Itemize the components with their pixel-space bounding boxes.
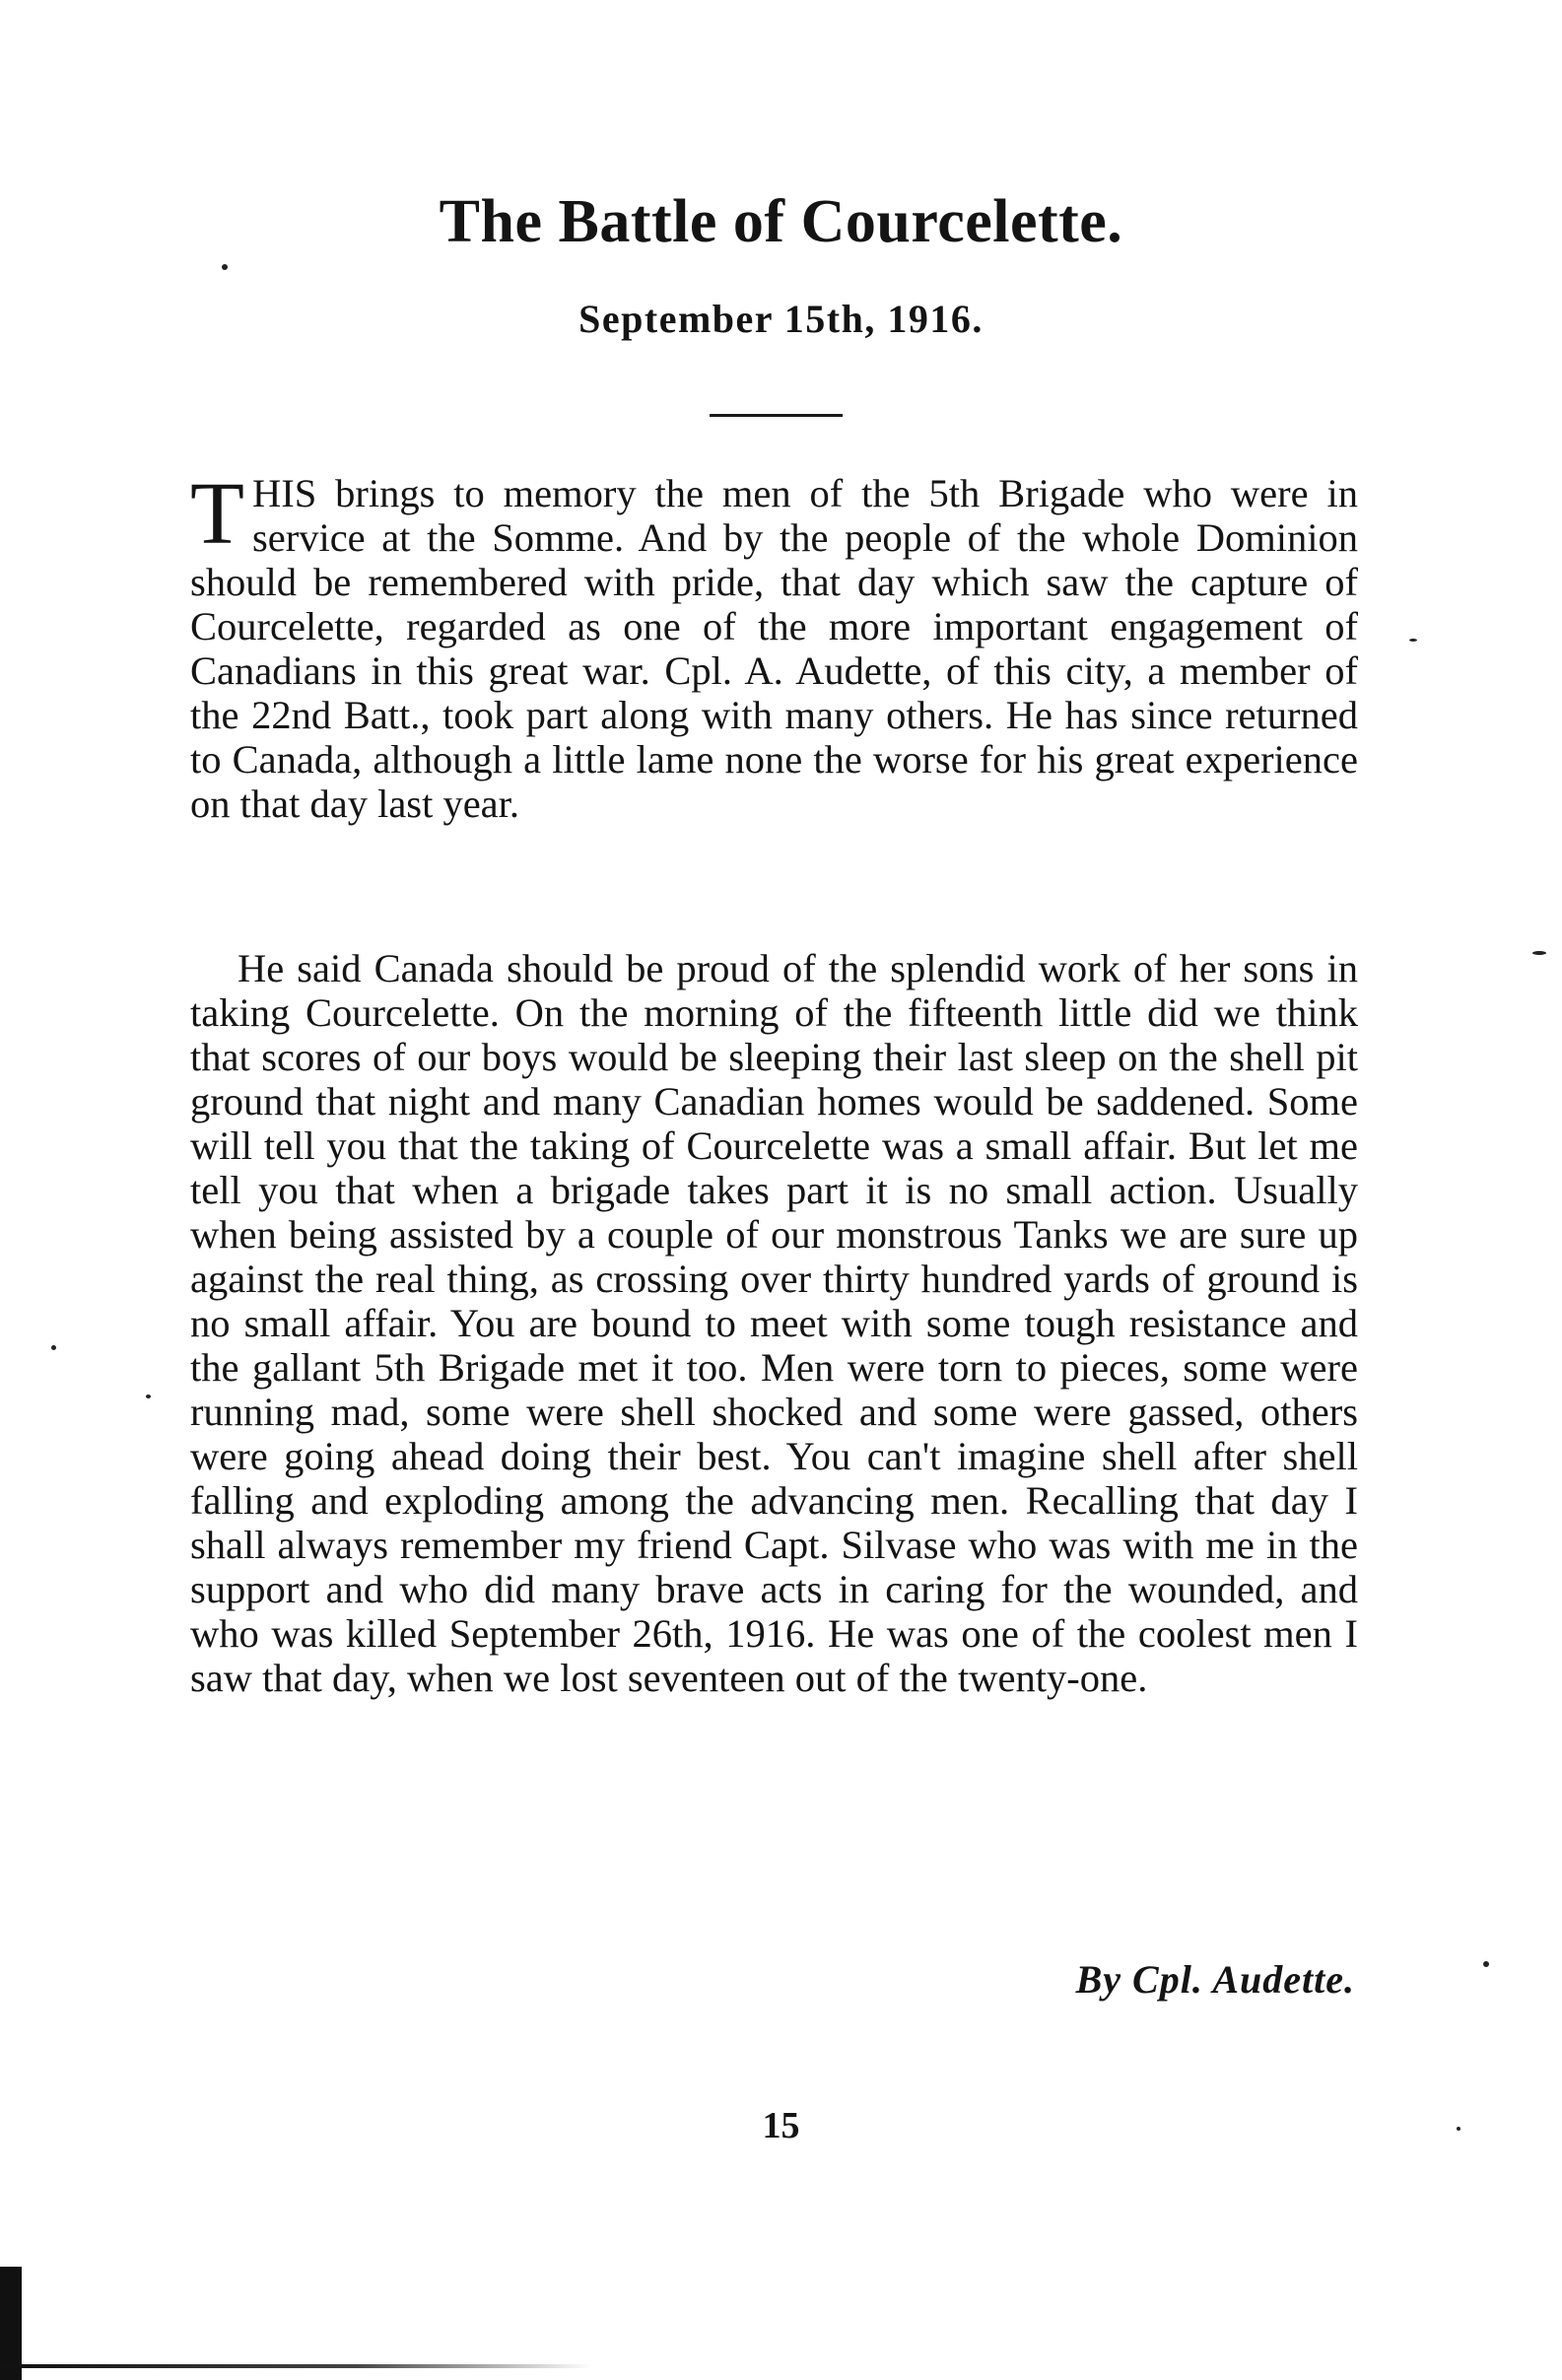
speck [1483,1961,1489,1967]
paragraph-1 [190,465,1358,826]
article-date: September 15th, 1916. [578,297,984,341]
binding-block [0,2267,22,2380]
scan-binding-edge [0,2341,611,2380]
speck [222,264,228,270]
speck [1409,639,1417,642]
speck [1532,951,1546,955]
author-signature: By Cpl. Audette. [1075,1957,1355,2002]
page-number: 15 [762,2105,800,2146]
binding-line [0,2364,591,2368]
article-title: The Battle of Courcelette. [439,188,1123,255]
speck [1457,2127,1460,2131]
title-divider [710,414,843,417]
drop-cap: T [190,465,244,563]
paragraph-2: He said Canada should be proud of the splendid work of her sons in taking Courcelette. On the morning of the fifteenth little did we think that scores of our boys would be sleeping their last sleep on the shell pit ground that night and many Canadian homes would be saddened. Some will tell you that the taking of Courcelette was a small affair. But let me tell you that when a brigade takes part it is no small action. Usually when being assisted by a couple of our monstrous Tanks we are sure up against the real thing, as crossing over thirty hundred yards of ground is no small affair. You are bound to meet with some tough resistance and the gallant 5th Brigade met it too. Men were torn to pieces, some were running mad, some were shell shocked and some were gassed, others were going ahead doing their best. You can't imagine shell after shell falling and exploding among the advancing men. Recalling that day I shall always remember my friend Capt. Silvase who was with me in the support and who did many brave acts in caring for the wounded, and who was killed September 26th, 1916. He was one of the coolest men I saw that day, when we lost seventeen out of the twenty-one. [190,946,1358,1700]
paragraph-1-text: HIS brings to memory the men of the 5th Brigade who were in service at the Somme. And by the people of the whole Dominion should be remembered with pride, that day which saw the capture of Courcelette, regarded as one of the more important engagement of Canadians in this great war. Cpl. A. Audette, of this city, a member of the 22nd Batt., took part along with many others. He has since returned to Canada, although a little lame none the worse for his great experience on that day last year. [190,471,1358,826]
speck [146,1394,151,1398]
speck [51,1345,56,1350]
